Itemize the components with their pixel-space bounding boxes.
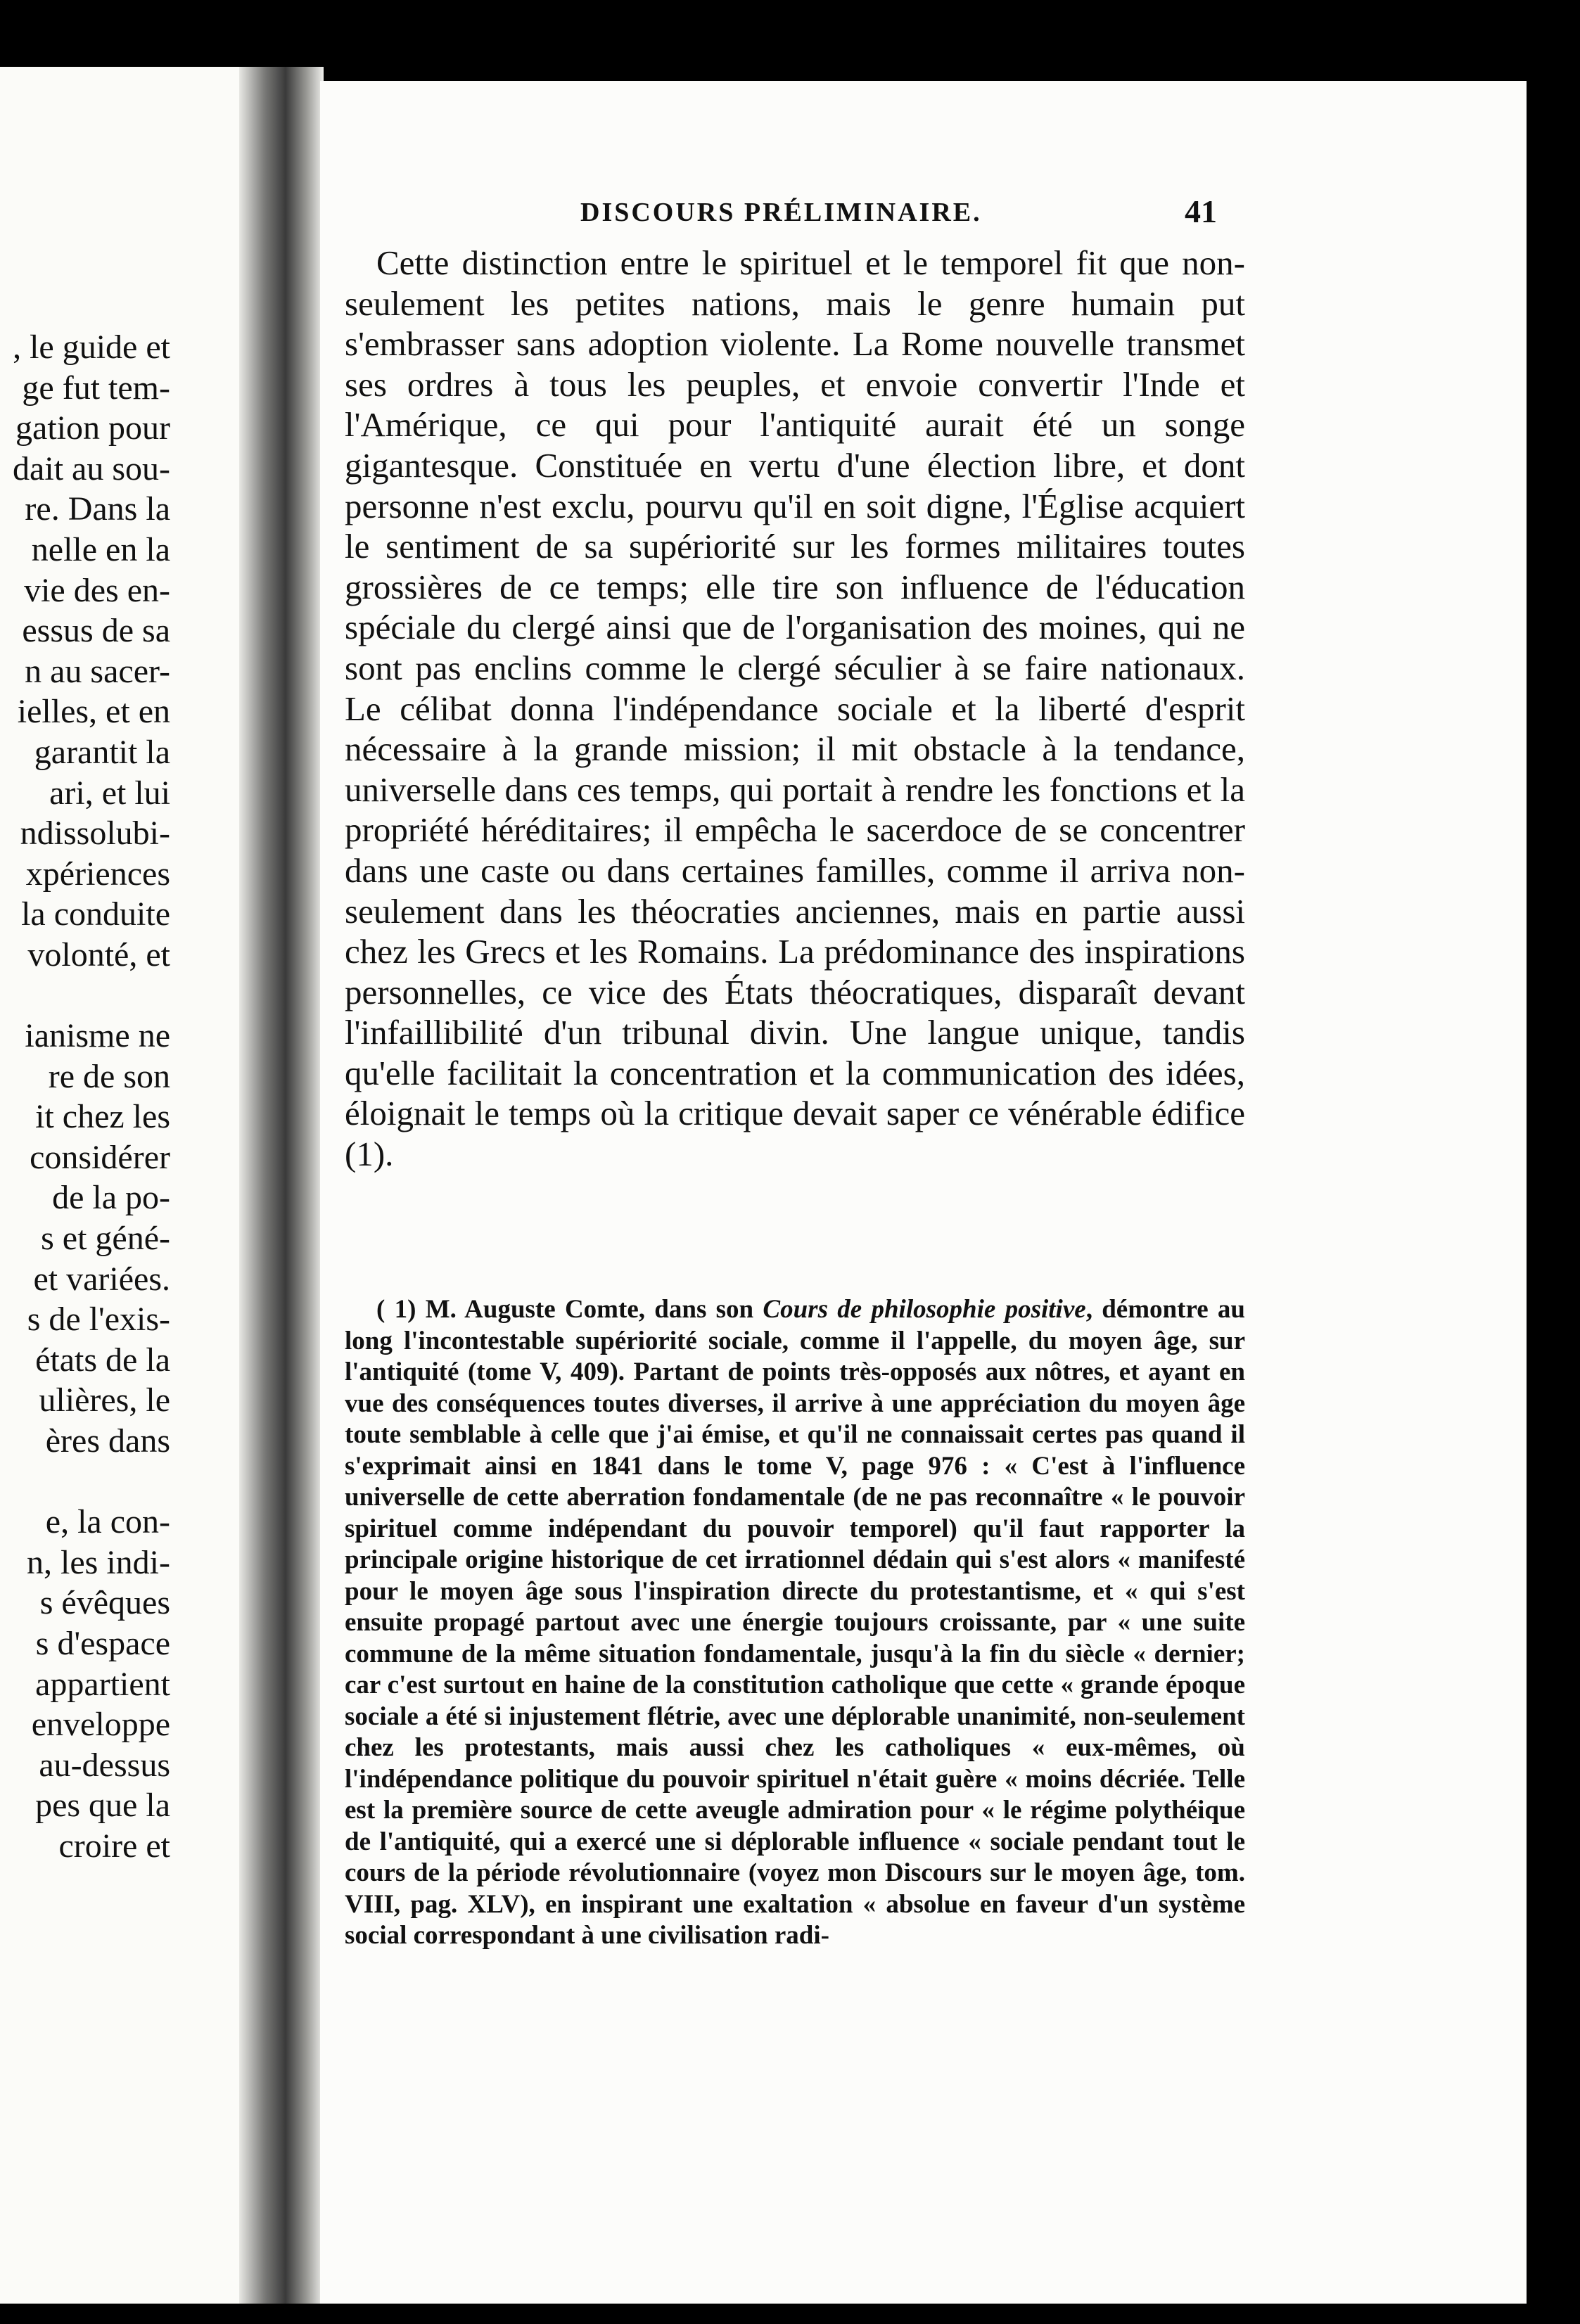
footnote-book-title: Cours de philosophie positive — [763, 1295, 1086, 1324]
running-head — [285, 193, 1217, 239]
left-page-line: volonté, et — [27, 936, 170, 973]
left-page-line: pes que la — [35, 1787, 170, 1825]
left-page-line: la conduite — [21, 895, 170, 933]
book-gutter — [239, 67, 324, 2304]
left-page-line: essus de sa — [22, 612, 170, 650]
left-page-line: s d'espace — [35, 1625, 170, 1662]
footnote — [345, 1294, 1245, 1952]
footnote-paragraph — [345, 1294, 1245, 1952]
left-page-line: nelle en la — [31, 530, 170, 568]
left-page-line: enveloppe — [31, 1706, 170, 1744]
footnote-lead: ( 1) M. Auguste Comte, dans son — [376, 1295, 763, 1324]
left-page-line: s évêques — [39, 1584, 170, 1622]
left-page-line: considérer — [30, 1138, 170, 1176]
left-page-line: n, les indi- — [27, 1543, 170, 1581]
left-page-line: s de l'exis- — [27, 1301, 170, 1339]
left-page-line: états de la — [35, 1341, 170, 1379]
left-page-line: garantit la — [34, 733, 170, 771]
left-page-line: gation pour — [15, 409, 170, 447]
left-page — [0, 67, 253, 2304]
left-page-line: ulières, le — [39, 1381, 170, 1419]
left-page-line: xpériences — [25, 855, 170, 893]
left-page-line: de la po- — [52, 1179, 170, 1217]
running-title: DISCOURS PRÉLIMINAIRE. — [580, 198, 982, 227]
main-text — [345, 243, 1245, 1175]
left-page-line: appartient — [35, 1665, 170, 1703]
left-page-line — [0, 1462, 170, 1502]
left-page-line: et variées. — [33, 1260, 170, 1298]
body-paragraph: Cette distinction entre le spirituel et le temporel fit que non-seulement les petites nations, mais le genre humain put s'embrasser sans adoption violente. La Rome nouvelle transmet ses ordres à tous les peuples, et envoie convertir l'Inde et l'Amérique, ce qui pour l'antiquité aurait été un songe gigantesque. Constituée en vertu d'une élection libre, et dont personne n'est exclu, pourvu qu'il en soit digne, l'Église acquiert le sentiment de sa supériorité sur les formes militaires toutes grossières de ce temps; elle tire son influence de l'éducation spéciale du clergé ainsi que de l'organisation des moines, qui ne sont pas enclins comme le clergé séculier à se faire nationaux. Le célibat donna l'indépendance sociale et la liberté d'esprit nécessaire à la grande mission; il mit obstacle à la tendance, universelle dans ces temps, qui portait à rendre les fonctions et la propriété héréditaires; il empêcha le sacerdoce de se concentrer dans une caste ou dans certaines familles, comme il arriva non-seulement dans les théocraties anciennes, mais en partie aussi chez les Grecs et les Romains. La prédominance des inspirations personnelles, ce vice des États théocratiques, disparaît devant l'infaillibilité d'un tribunal divin. Une langue unique, tandis qu'elle facilitait la concentration et la communication des idées, éloignait le temps où la critique devait saper ce vénérable édifice (1). — [345, 243, 1245, 1174]
left-page-line: ge fut tem- — [22, 369, 170, 407]
left-page-line — [0, 976, 170, 1016]
left-page-line: au-dessus — [39, 1746, 170, 1784]
left-page-line: , le guide et — [13, 328, 170, 366]
left-page-line: ianisme ne — [25, 1017, 170, 1055]
left-page-line: ndissolubi- — [20, 815, 170, 853]
left-page-line: ères dans — [45, 1422, 170, 1460]
left-page-line: ari, et lui — [49, 774, 170, 812]
footnote-text: , démontre au long l'incontestable supériorité sociale, comme il l'appelle, du moyen âge, sur l'antiquité (tome V, 409). Partant de points très-opposés aux nôtres, et ayant en vue des conséquences toutes diverses, il arrive à une appréciation du moyen âge toute semblable à celle que j'ai émise, et qu'il ne connaissait certes pas quand il s'exprimait ainsi en 1841 dans le tome V, page 976 : « C'est à l'influence universelle de cette aberration fondamentale (de ne pas reconnaître « le pouvoir spirituel comme indépendant du pouvoir temporel) qu'il faut rapporter la principale origine historique de cet irrationnel dédain qui s'est alors « manifesté pour le moyen âge sous l'inspiration directe du protestantisme, et « qui s'est ensuite propagé partout avec une énergie toujours croissante, par « une suite commune de la même situation fondamentale, jusqu'à la fin du siècle « dernier; car c'est surtout en haine de la constitution catholique que cette « grande époque sociale a été si injustement flétrie, avec une déplorable unanimité, non-seulement chez les protestants, mais aussi chez les catholiques « eux-mêmes, où l'indépendance politique du pouvoir spirituel n'était guère « moins décriée. Telle est la première source de cette aveugle admiration pour « le régime polythéique de l'antiquité, qui a exercé une si déplorable influence « sociale pendant tout le cours de la période révolutionnaire (voyez mon Discours sur le moyen âge, tom. VIII, pag. XLV), en inspirant une exaltation « absolue en faveur d'un système social correspondant à une civilisation radi- — [345, 1295, 1245, 1950]
left-page-line: it chez les — [35, 1098, 170, 1136]
left-page-line: croire et — [58, 1827, 170, 1865]
left-page-line: re de son — [48, 1057, 170, 1095]
left-page-line: vie des en- — [24, 571, 170, 609]
left-page-line: s et géné- — [41, 1220, 170, 1258]
left-page-line: e, la con- — [45, 1503, 170, 1541]
left-page-line: n au sacer- — [25, 652, 170, 690]
left-page-line: dait au sou- — [13, 449, 170, 487]
left-page-text — [0, 327, 170, 1867]
left-page-line: re. Dans la — [25, 490, 170, 528]
left-page-line: ielles, et en — [17, 693, 170, 731]
page-number: 41 — [1185, 193, 1217, 229]
